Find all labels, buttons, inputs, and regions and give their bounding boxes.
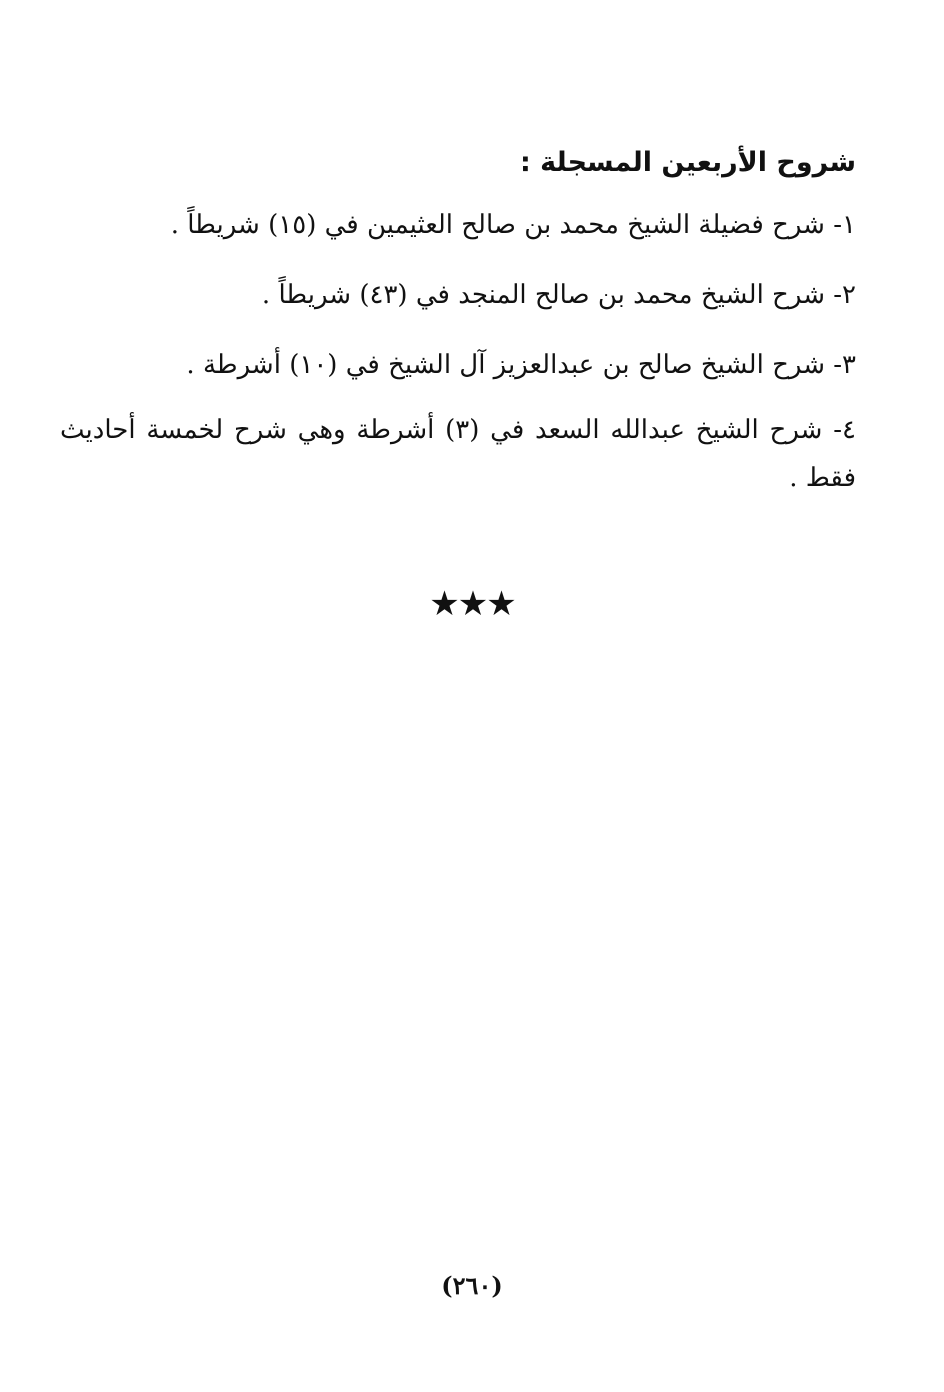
list-item: ٣- شرح الشيخ صالح بن عبدالعزيز آل الشيخ في (١٠) أشرطة .	[186, 350, 856, 380]
section-heading: شروح الأربعين المسجلة :	[519, 147, 856, 178]
list-item: ٤- شرح الشيخ عبدالله السعد في (٣) أشرطة وهي شرح لخمسة أحاديث فقط .	[60, 415, 856, 493]
list-item: ٢- شرح الشيخ محمد بن صالح المنجد في (٤٣) شريطاً .	[261, 280, 856, 310]
main-content	[60, 138, 856, 514]
list-item: ١- شرح فضيلة الشيخ محمد بن صالح العثيمين في (١٥) شريطاً .	[170, 210, 856, 240]
section-separator: ★★★	[429, 584, 515, 624]
page-number: (٢٦٠)	[441, 1271, 503, 1300]
